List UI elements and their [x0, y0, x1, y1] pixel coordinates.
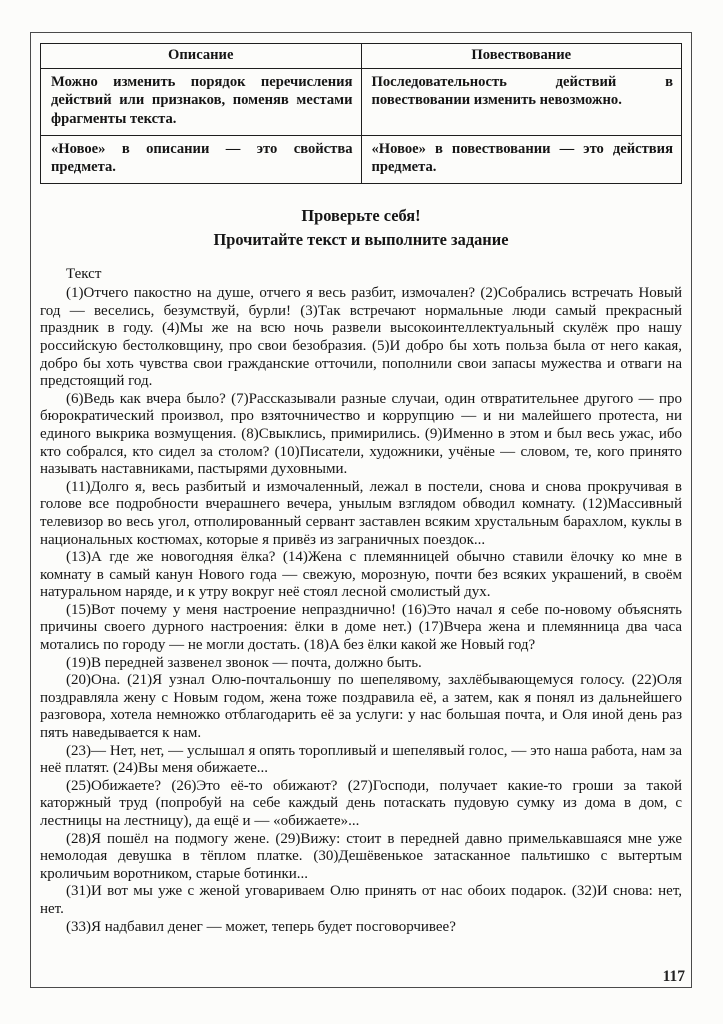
body-paragraph: (20)Она. (21)Я узнал Олю-почтальоншу по шепелявому, захлёбывающемуся голосу. (22)Оля поздравляла жену с Новым годом, жена тоже поздравила её, а затем, как я понял из дальнейшего разговора, хотела немножко отблагодарить её за услуги: у нас большая почта, и Оля иной день раз пять наведывается к нам.: [40, 672, 682, 742]
body-paragraph: (19)В передней зазвенел звонок — почта, должно быть.: [66, 654, 422, 671]
body-paragraph: (13)А где же новогодняя ёлка? (14)Жена с племянницей обычно ставили ёлочку ко мне в комнату в самый канун Нового года — свежую, морозную, почти без всяких украшений, в своём натуральном наряде, и к утру вокруг неё стоял лесной смолистый дух.: [40, 549, 682, 601]
table-cell-narration-1: Последовательность действий в повествовании изменить невозможно.: [361, 68, 682, 135]
body-paragraph: (1)Отчего пакостно на душе, отчего я весь разбит, измочален? (2)Собрались встречать Новый год — веселись, безумствуй, бурли! (3)Так встречают нормальные люди самый прекрасный праздник в году. (4)Мы же на всю ночь развели высокоинтеллектуальный скулёж про нашу российскую бестолковщину, про свои безобразия. (5)И добро бы хоть польза была от него какая, добро бы хоть чувства свои гражданские отточили, пополнили свои запасы мужества и отваги на предстоящий год.: [40, 285, 682, 390]
table-header-narration: Повествование: [361, 44, 682, 69]
table-header-description: Описание: [41, 44, 362, 69]
table-cell-description-2: «Новое» в описании — это свойства предмета.: [41, 135, 362, 183]
body-paragraph: (15)Вот почему у меня настроение непразднично! (16)Это начал я себе по-новому объяснять причины своего дурного настроения: ёлки в доме нет.) (17)Вчера жена и племянница два часа мотались по городу — не могли достать. (18)А без ёлки какой же Новый год?: [40, 601, 682, 654]
heading-line-2: Прочитайте текст и выполните задание: [213, 229, 509, 249]
table-header-row: [41, 44, 682, 69]
body-paragraph: (25)Обижаете? (26)Это её-то обижают? (27)Господи, получает какие-то гроши за такой каторжный труд (попробуй на себе каждый день потаскать пудовую сумку из дома в дом, с лестницы на лестницу), да ещё и — «обижаете»...: [40, 777, 682, 829]
body-paragraph: (28)Я пошёл на подмогу жене. (29)Вижу: стоит в передней давно примелькавшаяся мне уже немолодая девушка в тёплом платке. (30)Дешёвенькое затасканное пальтишко с вытертым кроличьим воротником, старые ботинки...: [40, 830, 682, 882]
heading-line-1: Проверьте себя!: [301, 206, 421, 226]
body-paragraph: (33)Я надбавил денег — может, теперь будет посговорчивее?: [66, 918, 456, 935]
page-number: 117: [662, 968, 685, 985]
body-paragraph: (11)Долго я, весь разбитый и измочаленный, лежал в постели, снова и снова прокручивая в голове все подробности вчерашнего вечера, унылым взглядом обводил комнату. (12)Массивный телевизор во весь угол, отполированный сервант заставлен всяким хрустальным барахлом, куклы в национальных костюмах, которые я привёз из заграничных поездок...: [40, 478, 682, 548]
table-cell-description-1: Можно изменить порядок перечисления действий или признаков, поменяв местами фрагменты текста.: [41, 68, 362, 135]
section-heading: [40, 204, 682, 252]
text-label: Текст: [66, 265, 102, 282]
table-row: [41, 68, 682, 135]
body-paragraph: (31)И вот мы уже с женой уговариваем Олю принять от нас обоих подарок. (32)И снова: нет, нет.: [40, 883, 682, 917]
comparison-table: [40, 43, 682, 184]
body-paragraph: (6)Ведь как вчера было? (7)Рассказывали разные случаи, один отвратительнее другого — про бюрократический произвол, про взяточничество и коррупцию — и ни малейшего протеста, ни единого выкрика возмущения. (8)Свыклись, примирились. (9)Именно в этом и был весь ужас, ибо кто собрался, кто сидел за столом? (10)Писатели, художники, учёные — словом, те, кого принято называть наставниками, пастырями духовными.: [40, 390, 682, 478]
table-row: [41, 135, 682, 183]
page-frame: [30, 32, 692, 988]
table-cell-narration-2: «Новое» в повествовании — это действия предмета.: [361, 135, 682, 183]
body-paragraph: (23)— Нет, нет, — услышал я опять торопливый и шепелявый голос, — это наша работа, нам за неё платят. (24)Вы меня обижаете...: [40, 742, 682, 777]
